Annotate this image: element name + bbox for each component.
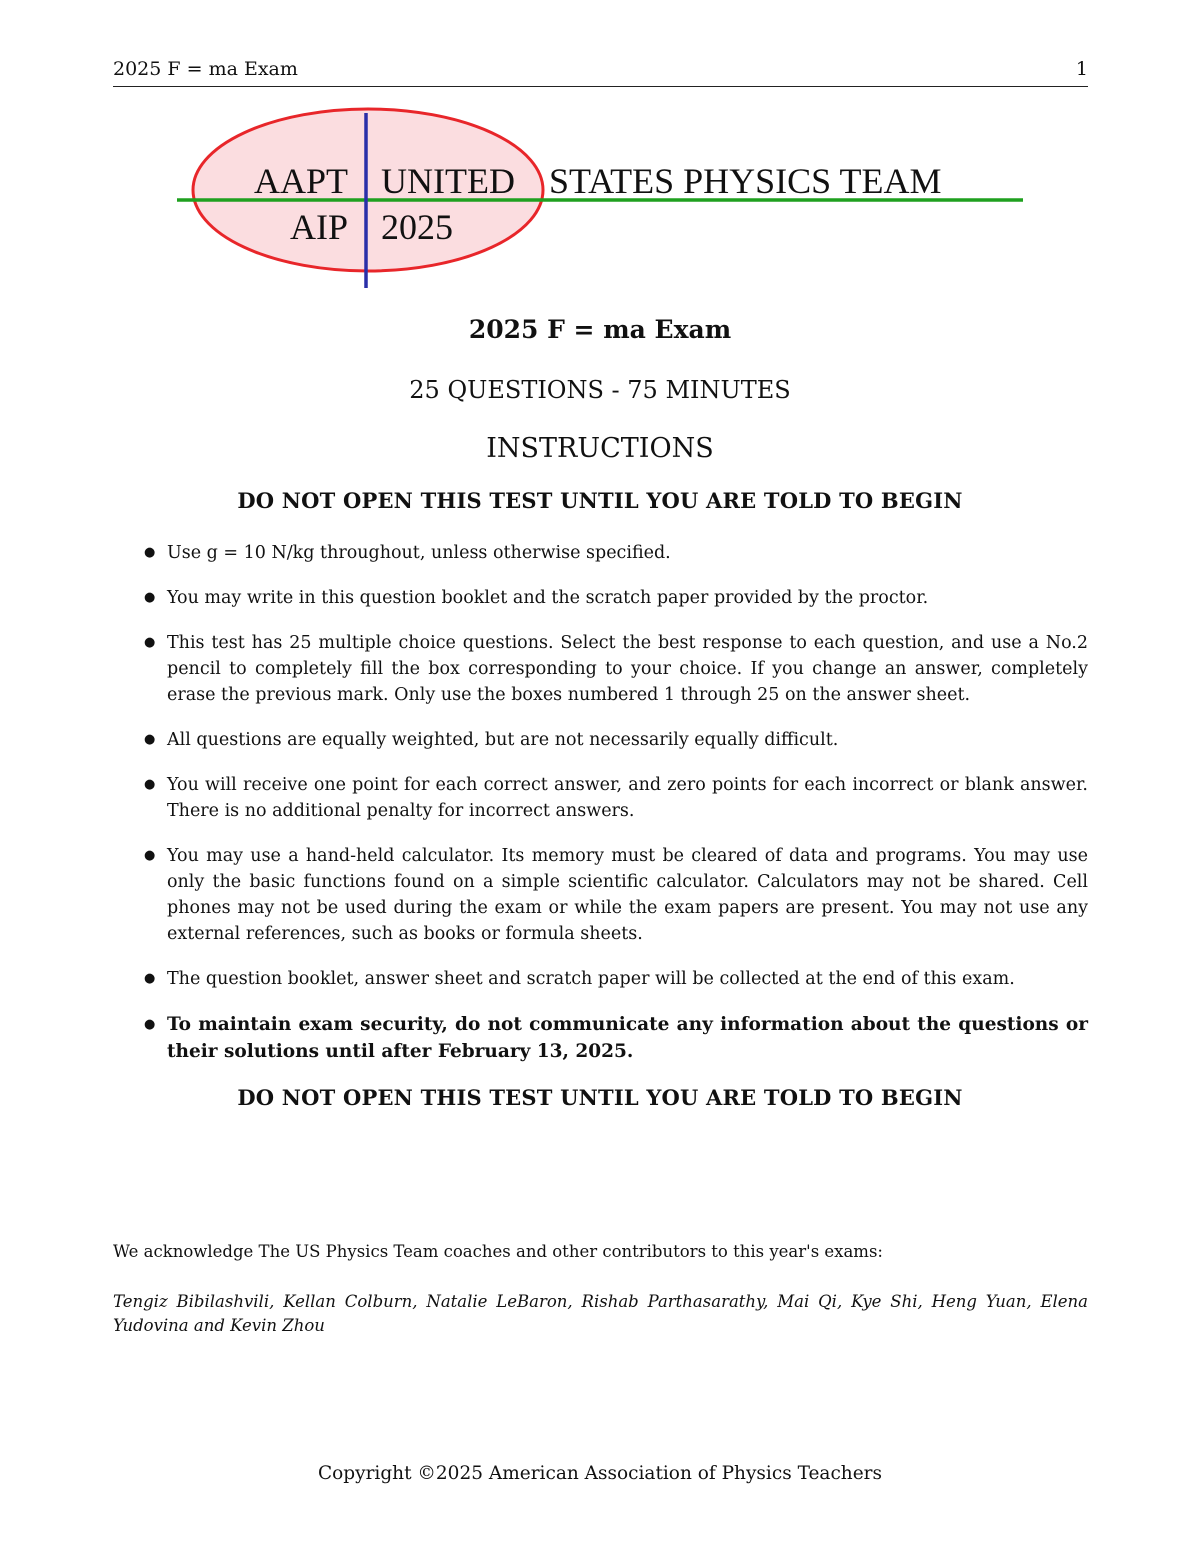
acknowledgement: We acknowledge The US Physics Team coaches and other contributors to this year's exams: xyxy=(113,1242,883,1261)
do-not-open-warning-bottom: DO NOT OPEN THIS TEST UNTIL YOU ARE TOLD TO BEGIN xyxy=(237,1085,963,1110)
exam-subtitle: 25 QUESTIONS - 75 MINUTES xyxy=(409,376,791,404)
exam-title: 2025 F = ma Exam xyxy=(468,315,732,344)
rule-text: You may write in this question booklet and the scratch paper provided by the proctor. xyxy=(167,588,929,608)
header-title: 2025 F = ma Exam xyxy=(113,58,298,80)
page-number: 1 xyxy=(1075,58,1088,80)
copyright-notice: Copyright ©2025 American Association of Physics Teachers xyxy=(317,1463,883,1484)
list-item xyxy=(140,585,1088,611)
bullet-icon: ● xyxy=(144,777,156,792)
logo-states-physics-team: STATES PHYSICS TEAM xyxy=(549,161,942,201)
bullet-icon: ● xyxy=(144,971,156,986)
rule-text: You will receive one point for each correct answer, and zero points for each incorrect or blank answer. There is no additional penalty for incorrect answers. xyxy=(167,775,1088,821)
instructions-heading: INSTRUCTIONS xyxy=(486,433,714,464)
list-item xyxy=(140,966,1088,992)
usapt-logo xyxy=(0,105,1200,295)
list-item xyxy=(140,630,1088,708)
list-item xyxy=(140,772,1088,824)
rule-text: To maintain exam security, do not communicate any information about the questions or their solutions until after February 13, 2025. xyxy=(167,1014,1088,1062)
list-item xyxy=(140,1011,1088,1065)
bullet-icon: ● xyxy=(144,635,156,650)
logo-aip: AIP xyxy=(289,207,348,247)
instructions-list xyxy=(140,540,1088,1084)
rule-text: Use g = 10 N/kg throughout, unless otherwise specified. xyxy=(167,543,671,563)
list-item xyxy=(140,540,1088,566)
bullet-icon: ● xyxy=(144,848,156,863)
rule-text: This test has 25 multiple choice questions. Select the best response to each question, and use a No.2 pencil to completely fill the box corresponding to your choice. If you change an answer, completely erase the previous mark. Only use the boxes numbered 1 through 25 on the answer sheet. xyxy=(167,633,1088,705)
contributors-list: Tengiz Bibilashvili, Kellan Colburn, Natalie LeBaron, Rishab Parthasarathy, Mai Qi, Kye Shi, Heng Yuan, Elena Yudovina and Kevin Zhou xyxy=(113,1292,1088,1335)
rule-text: All questions are equally weighted, but are not necessarily equally difficult. xyxy=(167,730,839,750)
logo-aapt: AAPT xyxy=(253,161,348,201)
bullet-icon: ● xyxy=(144,590,156,605)
logo-year: 2025 xyxy=(381,207,453,247)
bullet-icon: ● xyxy=(144,1017,156,1032)
list-item xyxy=(140,727,1088,753)
do-not-open-warning-top: DO NOT OPEN THIS TEST UNTIL YOU ARE TOLD TO BEGIN xyxy=(237,488,963,513)
logo-united: UNITED xyxy=(381,161,515,201)
page-header xyxy=(113,58,1088,87)
bullet-icon: ● xyxy=(144,545,156,560)
list-item xyxy=(140,843,1088,947)
rule-text: The question booklet, answer sheet and scratch paper will be collected at the end of this exam. xyxy=(167,969,1015,989)
rule-text: You may use a hand-held calculator. Its memory must be cleared of data and programs. You may use only the basic functions found on a simple scientific calculator. Calculators may not be shared. Cell phones may not be used during the exam or while the exam papers are present. You may not use any external references, such as books or formula sheets. xyxy=(167,846,1088,944)
bullet-icon: ● xyxy=(144,732,156,747)
